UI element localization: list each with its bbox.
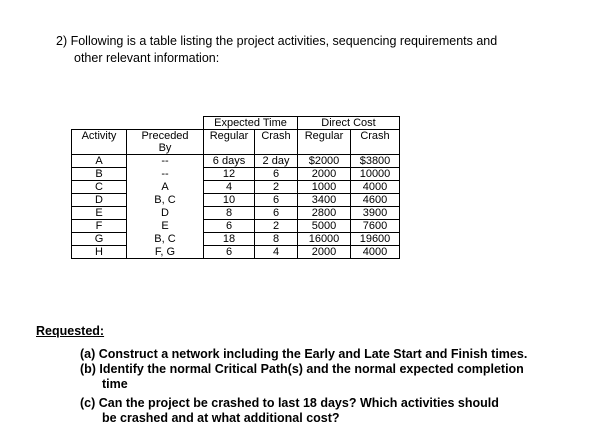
header-direct-cost: Direct Cost xyxy=(298,117,400,130)
cell-exp-crash: 6 xyxy=(255,194,298,207)
part-c-line-1: (c) Can the project be crashed to last 18 days? Which activities should xyxy=(80,396,499,410)
cell-activity: G xyxy=(72,233,127,246)
cell-exp-regular: 6 days xyxy=(204,155,255,168)
cell-preceded: -- xyxy=(127,155,204,168)
table-row xyxy=(72,194,400,207)
header-blank-preceded xyxy=(127,117,204,130)
cell-cost-regular: 3400 xyxy=(298,194,351,207)
header-cost-crash-cont xyxy=(351,142,400,155)
cell-activity: F xyxy=(72,220,127,233)
header-expected-time: Expected Time xyxy=(204,117,298,130)
header-activity-cont xyxy=(72,142,127,155)
cell-exp-crash: 2 xyxy=(255,220,298,233)
cell-cost-crash: 3900 xyxy=(351,207,400,220)
header-cost-regular: Regular xyxy=(298,130,351,143)
part-c-line-2: be crashed and at what additional cost? xyxy=(102,411,340,425)
cell-cost-regular: 2800 xyxy=(298,207,351,220)
cell-activity: A xyxy=(72,155,127,168)
cell-preceded: D xyxy=(127,207,204,220)
cell-exp-crash: 2 day xyxy=(255,155,298,168)
cell-exp-regular: 8 xyxy=(204,207,255,220)
table-row xyxy=(72,220,400,233)
cell-cost-regular: 2000 xyxy=(298,168,351,181)
table-row xyxy=(72,155,400,168)
cell-exp-regular: 12 xyxy=(204,168,255,181)
cell-activity: C xyxy=(72,181,127,194)
cell-activity: D xyxy=(72,194,127,207)
question-line-1: 2) Following is a table listing the project activities, sequencing requirements and xyxy=(56,34,498,48)
cell-preceded: B, C xyxy=(127,233,204,246)
question-line-2: other relevant information: xyxy=(74,51,220,65)
cell-exp-regular: 4 xyxy=(204,181,255,194)
table-row xyxy=(72,233,400,246)
cell-activity: B xyxy=(72,168,127,181)
cell-preceded: B, C xyxy=(127,194,204,207)
header-activity: Activity xyxy=(72,130,127,143)
part-b-line-1: (b) Identify the normal Critical Path(s) and the normal expected completion xyxy=(80,362,524,376)
cell-preceded: A xyxy=(127,181,204,194)
cell-preceded: F, G xyxy=(127,246,204,259)
cell-cost-regular: 16000 xyxy=(298,233,351,246)
cell-exp-crash: 6 xyxy=(255,207,298,220)
cell-exp-crash: 4 xyxy=(255,246,298,259)
table-row xyxy=(72,181,400,194)
header-exp-crash: Crash xyxy=(255,130,298,143)
cell-exp-regular: 18 xyxy=(204,233,255,246)
cell-cost-crash: 7600 xyxy=(351,220,400,233)
header-row-3 xyxy=(72,142,400,155)
part-b-line-2: time xyxy=(102,377,128,391)
cell-preceded: -- xyxy=(127,168,204,181)
cell-cost-crash: 19600 xyxy=(351,233,400,246)
requested-parts xyxy=(80,347,580,426)
cell-cost-regular: $2000 xyxy=(298,155,351,168)
cell-cost-crash: 4000 xyxy=(351,181,400,194)
cell-cost-crash: 4000 xyxy=(351,246,400,259)
header-cost-regular-cont xyxy=(298,142,351,155)
cell-exp-regular: 10 xyxy=(204,194,255,207)
table-row xyxy=(72,207,400,220)
header-by: By xyxy=(127,142,204,155)
header-row-1 xyxy=(72,117,400,130)
cell-activity: H xyxy=(72,246,127,259)
cell-cost-regular: 1000 xyxy=(298,181,351,194)
question-text xyxy=(56,33,497,67)
cell-activity: E xyxy=(72,207,127,220)
table-row xyxy=(72,168,400,181)
cell-cost-crash: $3800 xyxy=(351,155,400,168)
cell-cost-crash: 4600 xyxy=(351,194,400,207)
cell-cost-crash: 10000 xyxy=(351,168,400,181)
cell-preceded: E xyxy=(127,220,204,233)
cell-exp-regular: 6 xyxy=(204,246,255,259)
requested-heading: Requested: xyxy=(36,324,105,338)
header-exp-regular: Regular xyxy=(204,130,255,143)
table-row xyxy=(72,246,400,259)
cell-cost-regular: 5000 xyxy=(298,220,351,233)
cell-exp-crash: 6 xyxy=(255,168,298,181)
part-a: (a) Construct a network including the Early and Late Start and Finish times. xyxy=(80,347,528,361)
header-preceded: Preceded xyxy=(127,130,204,143)
header-exp-regular-cont xyxy=(204,142,255,155)
header-row-2 xyxy=(72,130,400,143)
header-exp-crash-cont xyxy=(255,142,298,155)
cell-exp-regular: 6 xyxy=(204,220,255,233)
cell-exp-crash: 8 xyxy=(255,233,298,246)
activity-table xyxy=(71,116,400,259)
cell-exp-crash: 2 xyxy=(255,181,298,194)
header-blank-activity xyxy=(72,117,127,130)
header-cost-crash: Crash xyxy=(351,130,400,143)
cell-cost-regular: 2000 xyxy=(298,246,351,259)
